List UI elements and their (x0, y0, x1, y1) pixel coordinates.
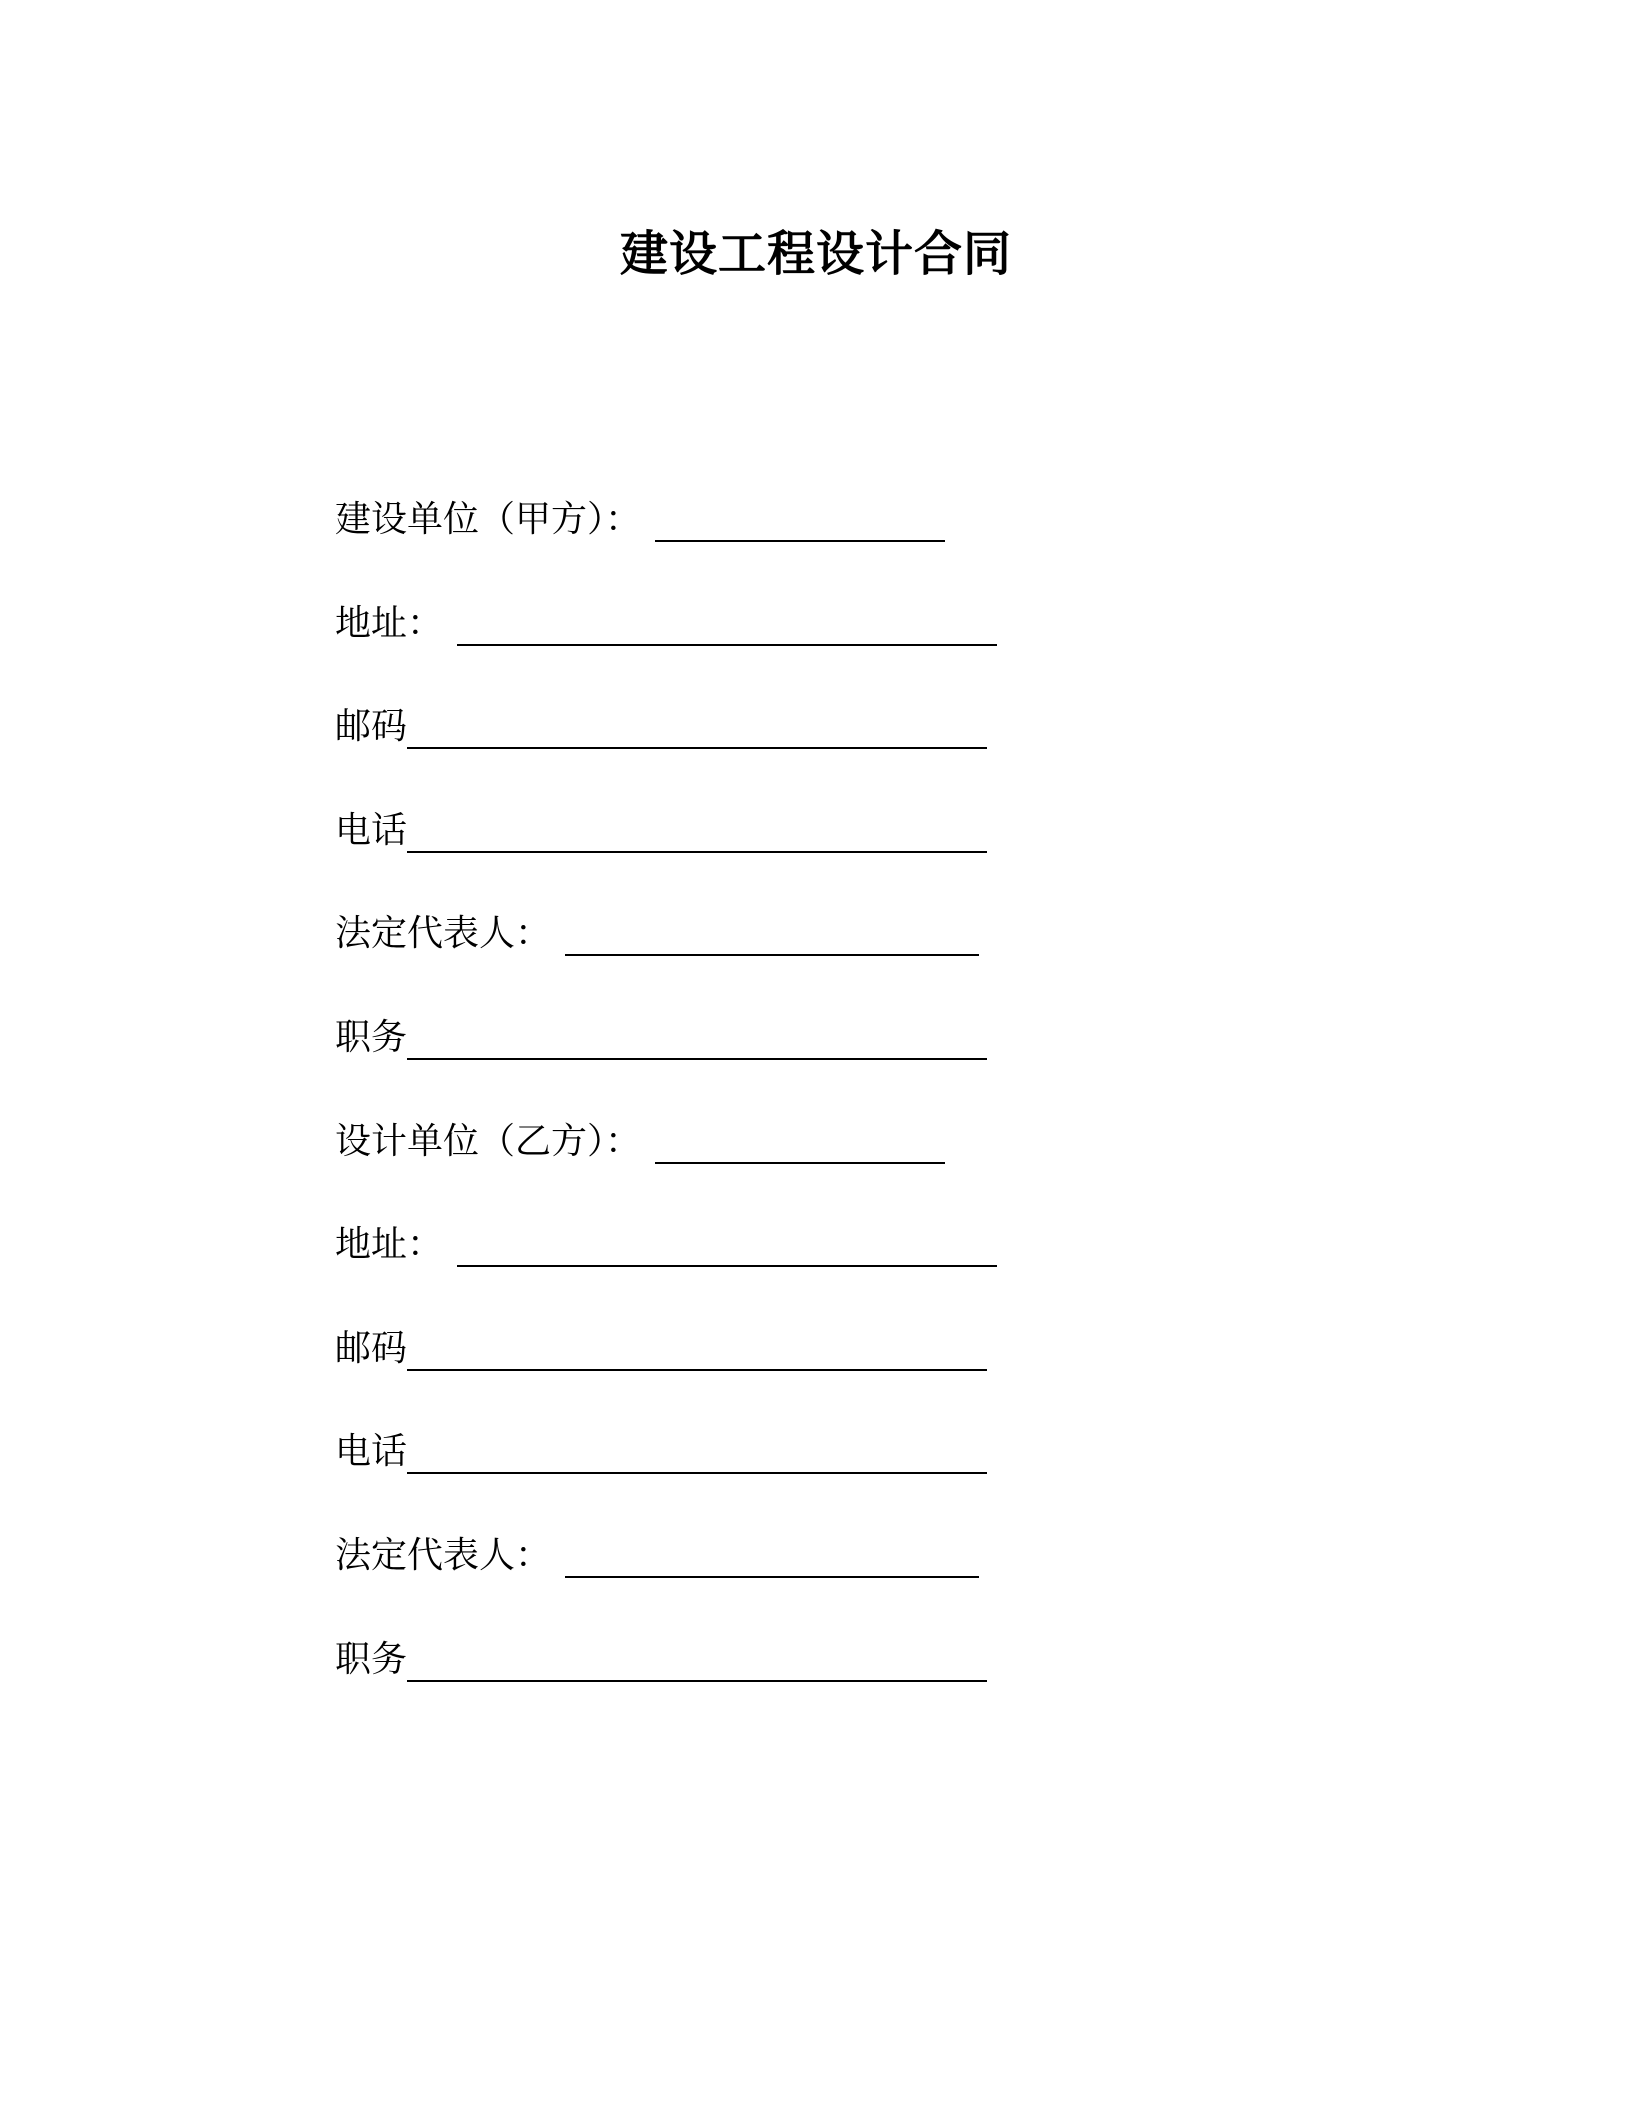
fill-in-blank-line (407, 703, 987, 749)
field-label: 建设单位（甲方）： (335, 499, 642, 540)
field-label: 法定代表人： (335, 1534, 552, 1576)
field-label: 法定代表人： (335, 913, 552, 955)
fill-in-blank-line (457, 1221, 997, 1267)
form-field-row (335, 906, 1335, 1010)
form-field-row (335, 699, 1335, 803)
form-field-row (335, 1528, 1335, 1632)
fill-in-blank-line (655, 1118, 945, 1164)
form-field-row (335, 1114, 1335, 1218)
field-label: 地址： (335, 1224, 444, 1266)
fill-in-blank-line (655, 496, 945, 542)
form-field-row (335, 596, 1335, 700)
document-title: 建设工程设计合同 (619, 226, 1012, 282)
field-label: 电话 (335, 809, 408, 851)
field-label: 电话 (335, 1431, 408, 1473)
form-field-row (335, 1217, 1335, 1321)
fill-in-blank-line (407, 1325, 987, 1371)
fill-in-blank-line (407, 1636, 987, 1682)
form-field-row (335, 1010, 1335, 1114)
field-label: 设计单位（乙方）： (335, 1120, 642, 1162)
form-field-row (335, 1321, 1335, 1425)
form-field-row (335, 803, 1335, 907)
form-field-row (335, 492, 1335, 596)
field-label: 邮码 (335, 1327, 408, 1369)
field-label: 职务 (335, 1638, 408, 1680)
field-label: 地址： (335, 602, 444, 644)
form-field-row (335, 1424, 1335, 1528)
field-label: 职务 (335, 1016, 408, 1058)
field-label: 邮码 (335, 706, 408, 748)
fill-in-blank-line (565, 910, 979, 956)
fill-in-blank-line (407, 807, 987, 853)
fill-in-blank-line (407, 1428, 987, 1474)
fill-in-blank-line (565, 1532, 979, 1578)
fill-in-blank-line (457, 600, 997, 646)
contract-party-fields (335, 492, 1335, 1735)
form-field-row (335, 1632, 1335, 1736)
fill-in-blank-line (407, 1014, 987, 1060)
